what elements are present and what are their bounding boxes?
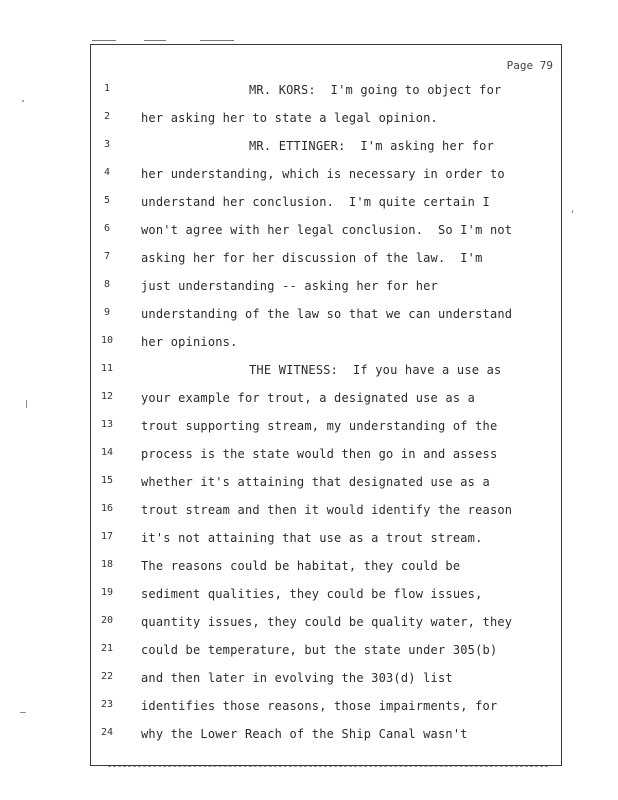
transcript-line — [91, 383, 561, 411]
line-text: identifies those reasons, those impairments, for — [141, 699, 498, 713]
line-text: her opinions. — [141, 335, 238, 349]
transcript-line — [91, 131, 561, 159]
transcript-line — [91, 719, 561, 747]
transcript-line — [91, 103, 561, 131]
line-text: why the Lower Reach of the Ship Canal wasn't — [141, 727, 468, 741]
transcript-page — [90, 44, 562, 766]
line-number: 5 — [103, 195, 111, 206]
line-number: 2 — [103, 111, 111, 122]
line-number: 13 — [100, 419, 114, 430]
footer-scan-artifact — [108, 766, 548, 770]
line-text: process is the state would then go in and assess — [141, 447, 498, 461]
line-text: and then later in evolving the 303(d) list — [141, 671, 453, 685]
line-text: your example for trout, a designated use as a — [141, 391, 476, 405]
transcript-line — [91, 75, 561, 103]
line-number: 3 — [103, 139, 111, 150]
transcript-line — [91, 327, 561, 355]
line-text: won't agree with her legal conclusion. So I'm not — [141, 223, 513, 237]
transcript-line — [91, 159, 561, 187]
transcript-line — [91, 495, 561, 523]
line-number: 12 — [100, 391, 114, 402]
transcript-line — [91, 439, 561, 467]
line-text: MR. KORS: I'm going to object for — [249, 83, 502, 97]
line-number: 22 — [100, 671, 114, 682]
line-number: 4 — [103, 167, 111, 178]
transcript-line — [91, 663, 561, 691]
line-text: just understanding -- asking her for her — [141, 279, 438, 293]
transcript-line — [91, 523, 561, 551]
line-text: MR. ETTINGER: I'm asking her for — [249, 139, 495, 153]
line-number: 18 — [100, 559, 114, 570]
line-text: understand her conclusion. I'm quite certain I — [141, 195, 490, 209]
line-number: 10 — [100, 335, 114, 346]
line-text: her asking her to state a legal opinion. — [141, 111, 438, 125]
line-number: 1 — [103, 83, 111, 94]
line-text: The reasons could be habitat, they could be — [141, 559, 461, 573]
line-text: could be temperature, but the state under 305(b) — [141, 643, 498, 657]
line-text: trout stream and then it would identify the reason — [141, 503, 513, 517]
transcript-line — [91, 551, 561, 579]
transcript-line — [91, 243, 561, 271]
line-number: 8 — [103, 279, 111, 290]
line-number: 17 — [100, 531, 114, 542]
line-text: trout supporting stream, my understanding of the — [141, 419, 498, 433]
line-text: asking her for her discussion of the law. I'm — [141, 251, 483, 265]
line-number: 23 — [100, 699, 114, 710]
line-text: THE WITNESS: If you have a use as — [249, 363, 502, 377]
line-number: 16 — [100, 503, 114, 514]
line-number: 11 — [100, 363, 114, 374]
scan-speck — [20, 712, 26, 713]
transcript-line — [91, 635, 561, 663]
page-number: Page 79 — [506, 59, 553, 72]
transcript-line — [91, 271, 561, 299]
line-number: 24 — [100, 727, 114, 738]
line-number: 20 — [100, 615, 114, 626]
line-text: her understanding, which is necessary in order to — [141, 167, 505, 181]
line-number: 19 — [100, 587, 114, 598]
transcript-line — [91, 355, 561, 383]
transcript-line — [91, 187, 561, 215]
transcript-line — [91, 411, 561, 439]
line-text: quantity issues, they could be quality water, they — [141, 615, 513, 629]
line-text: whether it's attaining that designated use as a — [141, 475, 490, 489]
transcript-line — [91, 607, 561, 635]
transcript-line — [91, 299, 561, 327]
transcript-line — [91, 215, 561, 243]
line-text: it's not attaining that use as a trout stream. — [141, 531, 483, 545]
line-number: 21 — [100, 643, 114, 654]
line-text: understanding of the law so that we can understand — [141, 307, 513, 321]
transcript-line — [91, 691, 561, 719]
scan-speck — [26, 400, 27, 408]
scan-speck — [22, 100, 24, 102]
line-number: 7 — [103, 251, 111, 262]
transcript-line — [91, 467, 561, 495]
transcript-line — [91, 579, 561, 607]
line-number: 14 — [100, 447, 114, 458]
line-number: 15 — [100, 475, 114, 486]
line-number: 6 — [103, 223, 111, 234]
line-text: sediment qualities, they could be flow issues, — [141, 587, 483, 601]
line-number: 9 — [103, 307, 111, 318]
scan-speck — [572, 210, 573, 213]
